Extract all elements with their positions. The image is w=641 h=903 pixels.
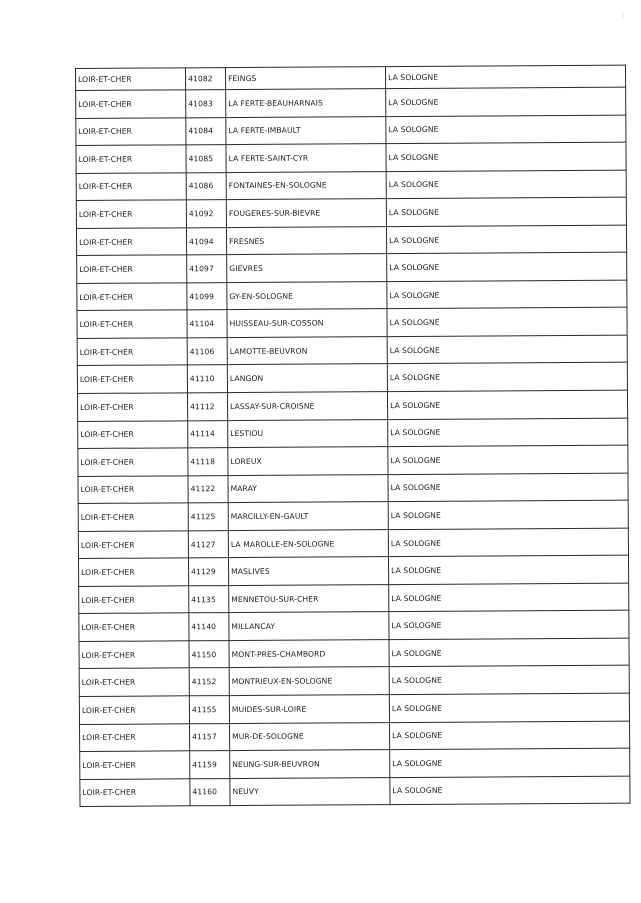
code-cell: 41118 bbox=[188, 448, 228, 476]
code-cell: 41086 bbox=[186, 172, 226, 200]
region-cell: LA SOLOGNE bbox=[390, 776, 630, 805]
table-row bbox=[78, 473, 628, 504]
region-cell: LA SOLOGNE bbox=[390, 748, 630, 777]
commune-cell: FONTAINES-EN-SOLOGNE bbox=[226, 171, 386, 200]
department-cell: LOIR-ET-CHER bbox=[77, 255, 187, 283]
region-cell: LA SOLOGNE bbox=[386, 115, 626, 144]
code-cell: 41159 bbox=[190, 751, 230, 779]
commune-cell: LOREUX bbox=[228, 447, 388, 476]
region-cell: LA SOLOGNE bbox=[386, 170, 626, 199]
region-cell: LA SOLOGNE bbox=[386, 87, 626, 116]
code-cell: 41110 bbox=[187, 365, 227, 393]
table-row bbox=[79, 666, 629, 697]
department-cell: LOIR-ET-CHER bbox=[78, 558, 188, 586]
region-cell: LA SOLOGNE bbox=[388, 445, 628, 474]
table-row bbox=[76, 170, 626, 201]
table-row bbox=[79, 638, 629, 669]
commune-table-wrapper bbox=[75, 65, 630, 831]
region-cell: LA SOLOGNE bbox=[387, 280, 627, 309]
code-cell: 41125 bbox=[188, 503, 228, 531]
commune-cell: LAMOTTE-BEUVRON bbox=[227, 337, 387, 366]
table-row bbox=[78, 445, 628, 476]
region-cell: LA SOLOGNE bbox=[388, 500, 628, 529]
code-cell: 41094 bbox=[186, 227, 226, 255]
table-row bbox=[77, 390, 627, 421]
code-cell: 41160 bbox=[190, 778, 230, 806]
region-cell: LA SOLOGNE bbox=[390, 721, 630, 750]
commune-cell: MILLANCAY bbox=[229, 612, 389, 641]
code-cell: 41099 bbox=[187, 282, 227, 310]
region-cell: LA SOLOGNE bbox=[387, 252, 627, 281]
region-cell: LA SOLOGNE bbox=[389, 583, 629, 612]
department-cell: LOIR-ET-CHER bbox=[76, 68, 186, 91]
code-cell: 41104 bbox=[187, 310, 227, 338]
department-cell: LOIR-ET-CHER bbox=[77, 365, 187, 393]
commune-cell: LA FERTE-SAINT-CYR bbox=[226, 144, 386, 173]
department-cell: LOIR-ET-CHER bbox=[79, 668, 189, 696]
region-cell: LA SOLOGNE bbox=[389, 638, 629, 667]
table-row bbox=[79, 693, 629, 724]
code-cell: 41140 bbox=[189, 613, 229, 641]
commune-cell: LESTIOU bbox=[228, 419, 388, 448]
code-cell: 41106 bbox=[187, 337, 227, 365]
table-row bbox=[80, 748, 630, 779]
table-body bbox=[76, 65, 630, 807]
department-cell: LOIR-ET-CHER bbox=[76, 200, 186, 228]
department-cell: LOIR-ET-CHER bbox=[78, 503, 188, 531]
department-cell: LOIR-ET-CHER bbox=[76, 145, 186, 173]
code-cell: 41082 bbox=[186, 68, 226, 90]
table-row bbox=[80, 721, 630, 752]
code-cell: 41084 bbox=[186, 117, 226, 145]
table-row bbox=[77, 363, 627, 394]
table-row bbox=[76, 197, 626, 228]
department-cell: LOIR-ET-CHER bbox=[79, 586, 189, 614]
commune-cell: MUR-DE-SOLOGNE bbox=[230, 722, 390, 751]
table-row bbox=[80, 776, 630, 807]
commune-cell: LA FERTE-IMBAULT bbox=[226, 116, 386, 145]
commune-cell: HUISSEAU-SUR-COSSON bbox=[227, 309, 387, 338]
department-cell: LOIR-ET-CHER bbox=[77, 393, 187, 421]
department-cell: LOIR-ET-CHER bbox=[78, 448, 188, 476]
table-row bbox=[76, 87, 626, 118]
code-cell: 41092 bbox=[186, 200, 226, 228]
region-cell: LA SOLOGNE bbox=[386, 225, 626, 254]
region-cell: LA SOLOGNE bbox=[388, 555, 628, 584]
table-row bbox=[76, 225, 626, 256]
department-cell: LOIR-ET-CHER bbox=[77, 283, 187, 311]
region-cell: LA SOLOGNE bbox=[387, 390, 627, 419]
department-cell: LOIR-ET-CHER bbox=[76, 172, 186, 200]
table-row bbox=[79, 611, 629, 642]
department-cell: LOIR-ET-CHER bbox=[79, 613, 189, 641]
table-row bbox=[77, 308, 627, 339]
code-cell: 41150 bbox=[189, 641, 229, 669]
commune-cell: LANGON bbox=[227, 364, 387, 393]
code-cell: 41155 bbox=[189, 696, 229, 724]
region-cell: LA SOLOGNE bbox=[386, 197, 626, 226]
department-cell: LOIR-ET-CHER bbox=[76, 228, 186, 256]
department-cell: LOIR-ET-CHER bbox=[78, 475, 188, 503]
commune-cell: NEUNG-SUR-BEUVRON bbox=[230, 750, 390, 779]
commune-cell: FOUGERES-SUR-BIEVRE bbox=[226, 199, 386, 228]
table-row bbox=[77, 252, 627, 283]
commune-cell: NEUVY bbox=[230, 777, 390, 806]
region-cell: LA SOLOGNE bbox=[385, 65, 625, 88]
region-cell: LA SOLOGNE bbox=[388, 528, 628, 557]
code-cell: 41152 bbox=[189, 668, 229, 696]
commune-cell: MONTRIEUX-EN-SOLOGNE bbox=[229, 667, 389, 696]
code-cell: 41122 bbox=[188, 475, 228, 503]
commune-cell: MARCILLY-EN-GAULT bbox=[228, 502, 388, 531]
commune-cell: LASSAY-SUR-CROISNE bbox=[227, 392, 387, 421]
code-cell: 41112 bbox=[187, 393, 227, 421]
table-row bbox=[79, 583, 629, 614]
table-row bbox=[78, 555, 628, 586]
department-cell: LOIR-ET-CHER bbox=[76, 117, 186, 145]
commune-cell: MARAY bbox=[228, 474, 388, 503]
code-cell: 41097 bbox=[187, 255, 227, 283]
region-cell: LA SOLOGNE bbox=[389, 693, 629, 722]
table-row bbox=[76, 115, 626, 146]
region-cell: LA SOLOGNE bbox=[386, 142, 626, 171]
department-cell: LOIR-ET-CHER bbox=[80, 751, 190, 779]
commune-cell: GY-EN-SOLOGNE bbox=[227, 281, 387, 310]
commune-cell: LA MAROLLE-EN-SOLOGNE bbox=[228, 529, 388, 558]
commune-cell: LA FERTE-BEAUHARNAIS bbox=[226, 89, 386, 118]
department-cell: LOIR-ET-CHER bbox=[79, 641, 189, 669]
department-cell: LOIR-ET-CHER bbox=[78, 531, 188, 559]
code-cell: 41085 bbox=[186, 145, 226, 173]
table-row bbox=[77, 280, 627, 311]
region-cell: LA SOLOGNE bbox=[388, 418, 628, 447]
region-cell: LA SOLOGNE bbox=[387, 335, 627, 364]
code-cell: 41114 bbox=[188, 420, 228, 448]
table-row bbox=[77, 335, 627, 366]
region-cell: LA SOLOGNE bbox=[389, 666, 629, 695]
department-cell: LOIR-ET-CHER bbox=[80, 723, 190, 751]
commune-cell: GIEVRES bbox=[227, 254, 387, 283]
code-cell: 41135 bbox=[189, 585, 229, 613]
region-cell: LA SOLOGNE bbox=[388, 473, 628, 502]
table-row bbox=[78, 528, 628, 559]
department-cell: LOIR-ET-CHER bbox=[79, 696, 189, 724]
table-row bbox=[78, 500, 628, 531]
department-cell: LOIR-ET-CHER bbox=[80, 778, 190, 806]
department-cell: LOIR-ET-CHER bbox=[77, 310, 187, 338]
department-cell: LOIR-ET-CHER bbox=[77, 338, 187, 366]
commune-cell: FEINGS bbox=[226, 67, 386, 90]
code-cell: 41157 bbox=[190, 723, 230, 751]
department-cell: LOIR-ET-CHER bbox=[78, 420, 188, 448]
code-cell: 41129 bbox=[188, 558, 228, 586]
region-cell: LA SOLOGNE bbox=[387, 363, 627, 392]
scan-mark: ⋮ bbox=[620, 12, 626, 19]
table-row bbox=[78, 418, 628, 449]
code-cell: 41083 bbox=[186, 90, 226, 118]
commune-cell: MASLIVES bbox=[228, 557, 388, 586]
region-cell: LA SOLOGNE bbox=[389, 611, 629, 640]
commune-cell: MONT-PRES-CHAMBORD bbox=[229, 640, 389, 669]
commune-cell: MENNETOU-SUR-CHER bbox=[229, 584, 389, 613]
commune-table bbox=[75, 65, 631, 808]
commune-cell: MUIDES-SUR-LOIRE bbox=[229, 695, 389, 724]
code-cell: 41127 bbox=[188, 530, 228, 558]
commune-cell: FRESNES bbox=[226, 226, 386, 255]
department-cell: LOIR-ET-CHER bbox=[76, 90, 186, 118]
region-cell: LA SOLOGNE bbox=[387, 308, 627, 337]
table-row bbox=[76, 142, 626, 173]
